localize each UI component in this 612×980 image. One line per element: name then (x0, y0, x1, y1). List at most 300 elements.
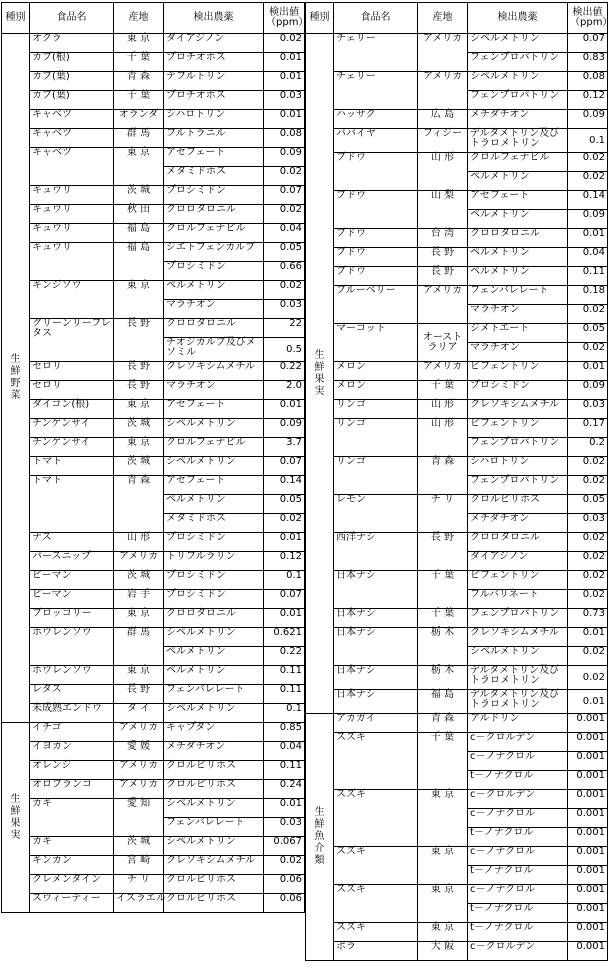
table-row (306, 923, 608, 942)
pesticide-cell: フェンプロパトリン (468, 53, 568, 72)
origin-cell: タ イ (114, 704, 164, 723)
value-cell: 0.5 (264, 338, 305, 362)
food-cell: ボラ (334, 942, 418, 961)
pesticide-cell: デルタメトリン及びトラロメトリン (468, 690, 568, 714)
pesticide-cell: c－ノナクロル (468, 809, 568, 828)
value-cell: 0.02 (568, 666, 608, 690)
pesticide-cell: フルトラニル (164, 129, 264, 148)
pesticide-cell: ダイアジノン (164, 34, 264, 53)
pesticide-cell: ビフェントリン (468, 419, 568, 438)
table-row (2, 571, 305, 590)
origin-cell: 東 京 (114, 400, 164, 419)
origin-cell: 茨 城 (114, 419, 164, 438)
origin-cell: 福 島 (114, 224, 164, 243)
header-origin: 産地 (114, 3, 164, 34)
header-value: 検出値 （ppm） (568, 3, 608, 34)
origin-cell: 福 島 (418, 690, 468, 714)
table-row (2, 438, 305, 457)
value-cell: 0.09 (568, 110, 608, 129)
table-row (2, 761, 305, 780)
food-cell: ブドウ (334, 229, 418, 248)
origin-cell: アメリカ (114, 780, 164, 799)
pesticide-cell: クロロタロニル (164, 205, 264, 224)
origin-cell: アメリカ (114, 723, 164, 742)
pesticide-cell: クロルピリホス (468, 495, 568, 514)
pesticide-cell: シペルメトリン (164, 419, 264, 438)
pesticide-cell: キャプタン (164, 723, 264, 742)
table-row (2, 685, 305, 704)
food-cell: スズキ (334, 847, 418, 885)
food-cell: チンゲンサイ (30, 438, 114, 457)
pesticide-cell: ペルメトリン (164, 666, 264, 685)
table-row (306, 400, 608, 419)
pesticide-cell: フェンプロパトリン (468, 91, 568, 110)
origin-cell: 山 形 (114, 533, 164, 552)
pesticide-cell: c－ノナクロル (468, 847, 568, 866)
origin-cell: 長 野 (418, 533, 468, 571)
food-cell: オクラ (30, 34, 114, 53)
table-row (2, 476, 305, 495)
pesticide-cell: プロシミドン (164, 186, 264, 205)
food-cell: チェリー (334, 72, 418, 110)
table-row (306, 609, 608, 628)
food-cell: メロン (334, 362, 418, 381)
value-cell: 0.85 (264, 723, 305, 742)
value-cell: 0.001 (568, 942, 608, 961)
value-cell: 0.02 (568, 533, 608, 552)
food-cell: カブ(葉) (30, 72, 114, 91)
table-row (2, 34, 305, 53)
origin-cell: 青 森 (418, 714, 468, 733)
table-row (2, 205, 305, 224)
value-cell: 0.04 (264, 224, 305, 243)
origin-cell: 千 葉 (418, 381, 468, 400)
food-cell: パースニップ (30, 552, 114, 571)
pesticide-cell: チオジカルブ及びメソミル (164, 338, 264, 362)
value-cell: 0.09 (264, 148, 305, 167)
value-cell: 0.02 (264, 281, 305, 300)
origin-cell: アメリカ (114, 552, 164, 571)
origin-cell: 茨 城 (114, 571, 164, 590)
origin-cell: 広 島 (418, 110, 468, 129)
pesticide-cell: シハロトリン (164, 110, 264, 129)
origin-cell: 大 阪 (418, 942, 468, 961)
origin-cell: 茨 城 (114, 837, 164, 856)
table-row (306, 381, 608, 400)
pesticide-cell: ペルメトリン (164, 495, 264, 514)
origin-cell: 東 京 (418, 790, 468, 847)
origin-cell: アメリカ (114, 761, 164, 780)
table-row (2, 856, 305, 875)
pesticide-cell: ペルメトリン (164, 281, 264, 300)
food-cell: セロリ (30, 362, 114, 381)
pesticide-cell: クロルフェナピル (164, 438, 264, 457)
pesticide-cell: プロシミドン (164, 262, 264, 281)
table-row (2, 243, 305, 262)
pesticide-cell: クロロタロニル (468, 229, 568, 248)
value-cell: 0.22 (264, 647, 305, 666)
pesticide-cell: シハロトリン (468, 457, 568, 476)
food-cell: スズキ (334, 733, 418, 790)
food-cell: ブルーベリー (334, 286, 418, 324)
table-row (2, 780, 305, 799)
category-label: 生鮮果実 (314, 349, 325, 397)
value-cell: 0.001 (568, 714, 608, 733)
food-cell: キャベツ (30, 110, 114, 129)
pesticide-cell: クロロタロニル (468, 533, 568, 552)
food-cell: リンゴ (334, 419, 418, 457)
pesticide-cell: クロルピリホス (164, 761, 264, 780)
food-cell: パパイヤ (334, 129, 418, 153)
table-row (306, 267, 608, 286)
table-row (2, 609, 305, 628)
origin-cell: オースト ラリア (418, 324, 468, 362)
origin-cell: 青 森 (114, 72, 164, 91)
value-cell: 0.01 (264, 72, 305, 91)
origin-cell: チ リ (114, 875, 164, 894)
food-cell: カキ (30, 837, 114, 856)
pesticide-cell: シペルメトリン (164, 704, 264, 723)
value-cell: 0.11 (568, 267, 608, 286)
pesticide-cell: アセフェート (468, 191, 568, 210)
table-row (306, 733, 608, 752)
food-cell: ホウレンソウ (30, 628, 114, 666)
origin-cell: 群 馬 (114, 628, 164, 666)
table-row (306, 714, 608, 733)
value-cell: 0.14 (568, 191, 608, 210)
origin-cell: 群 馬 (114, 129, 164, 148)
residue-table-right (305, 2, 612, 961)
value-cell: 0.03 (264, 91, 305, 110)
category-label: 生鮮野菜 (10, 354, 21, 401)
value-cell: 0.02 (568, 552, 608, 571)
value-cell: 0.067 (264, 837, 305, 856)
pesticide-cell: フェンプロパトリン (468, 609, 568, 628)
category-label: 生鮮魚介類 (314, 807, 325, 866)
pesticide-cell: フェンプロパトリン (468, 476, 568, 495)
value-cell: 0.24 (264, 780, 305, 799)
pesticide-cell: c－クロルデン (468, 733, 568, 752)
value-cell: 0.03 (568, 400, 608, 419)
value-cell: 0.02 (264, 856, 305, 875)
food-cell: ブドウ (334, 248, 418, 267)
pesticide-cell: マラチオン (164, 300, 264, 319)
food-cell: キュウリ (30, 224, 114, 243)
pesticide-cell: ペルメトリン (468, 267, 568, 286)
food-cell: 日本ナシ (334, 666, 418, 690)
food-cell: セロリ (30, 381, 114, 400)
origin-cell: 長 野 (114, 381, 164, 400)
value-cell: 0.66 (264, 262, 305, 281)
pesticide-cell: ビフェントリン (468, 571, 568, 590)
pesticide-cell: クレソキシムメチル (468, 400, 568, 419)
value-cell: 0.08 (264, 129, 305, 148)
pesticide-cell: アセフェート (164, 400, 264, 419)
food-cell: キンカン (30, 856, 114, 875)
food-cell: グリーンリーフレタス (30, 319, 114, 362)
pesticide-cell: アセフェート (164, 476, 264, 495)
header-category: 種別 (2, 3, 30, 34)
table-row (2, 381, 305, 400)
origin-cell: アメリカ (418, 72, 468, 110)
value-cell: 0.07 (264, 186, 305, 205)
pesticide-cell: アルドリン (468, 714, 568, 733)
origin-cell: 栃 木 (418, 628, 468, 666)
food-cell: イヨカン (30, 742, 114, 761)
pesticide-cell: t－ノナクロル (468, 828, 568, 847)
pesticide-cell: t－ノナクロル (468, 771, 568, 790)
origin-cell: オランダ (114, 110, 164, 129)
pesticide-cell: ペルメトリン (164, 647, 264, 666)
table-row (2, 400, 305, 419)
pesticide-cell: シペルメトリン (164, 837, 264, 856)
table-row (2, 457, 305, 476)
value-cell: 0.001 (568, 885, 608, 904)
category-cell (306, 34, 334, 714)
pesticide-cell: クロロタロニル (164, 609, 264, 628)
pesticide-cell: マラチオン (468, 305, 568, 324)
value-cell: 0.18 (568, 286, 608, 305)
table-body-left (2, 34, 305, 913)
value-cell: 0.001 (568, 771, 608, 790)
value-cell: 0.03 (264, 300, 305, 319)
value-cell: 0.01 (568, 362, 608, 381)
origin-cell: 長 野 (114, 362, 164, 381)
value-cell: 0.01 (264, 110, 305, 129)
value-cell: 0.07 (568, 34, 608, 53)
value-cell: 0.001 (568, 809, 608, 828)
value-cell: 0.02 (568, 476, 608, 495)
food-cell: トマト (30, 457, 114, 476)
value-cell: 0.07 (264, 457, 305, 476)
value-cell: 0.001 (568, 733, 608, 752)
origin-cell: 東 京 (114, 148, 164, 186)
food-cell: ハッサク (334, 110, 418, 129)
table-row (2, 224, 305, 243)
pesticide-cell: クロルピリホス (164, 875, 264, 894)
table-row (306, 362, 608, 381)
value-cell: 0.08 (568, 72, 608, 91)
food-cell: レタス (30, 685, 114, 704)
pesticide-cell: メチダチオン (164, 742, 264, 761)
pesticide-cell: c－クロルデン (468, 790, 568, 809)
food-cell: キャベツ (30, 129, 114, 148)
food-cell: キャベツ (30, 148, 114, 186)
value-cell: 0.03 (264, 818, 305, 837)
origin-cell: 秋 田 (114, 205, 164, 224)
food-cell: キュウリ (30, 243, 114, 281)
value-cell: 0.01 (568, 690, 608, 714)
food-cell: クレメンタイン (30, 875, 114, 894)
category-cell (306, 714, 334, 961)
header-food: 食品名 (30, 3, 114, 34)
pesticide-cell: ジメトエート (468, 324, 568, 343)
table-row (306, 286, 608, 305)
value-cell: 0.02 (264, 514, 305, 533)
pesticide-cell: フェンバレレート (164, 685, 264, 704)
table-row (2, 704, 305, 723)
pesticide-cell: シペルメトリン (468, 647, 568, 666)
value-cell: 0.01 (264, 799, 305, 818)
origin-cell: 千 葉 (418, 609, 468, 628)
origin-cell: 長 野 (418, 267, 468, 286)
food-cell: ブドウ (334, 267, 418, 286)
pesticide-cell: マラチオン (164, 381, 264, 400)
table-row (306, 942, 608, 961)
origin-cell: 青 森 (114, 476, 164, 533)
pesticide-cell: シペルメトリン (164, 628, 264, 647)
value-cell: 0.07 (264, 590, 305, 609)
pesticide-cell: プロシミドン (164, 590, 264, 609)
food-cell: ブドウ (334, 153, 418, 191)
pesticide-cell: フェンプロパトリン (468, 438, 568, 457)
value-cell: 0.02 (264, 205, 305, 224)
food-cell: キンジソウ (30, 281, 114, 319)
origin-cell: 長 野 (418, 248, 468, 267)
pesticide-cell: メタミドホス (164, 514, 264, 533)
value-cell: 0.73 (568, 609, 608, 628)
table-row (2, 319, 305, 338)
value-cell: 0.11 (264, 666, 305, 685)
food-cell: 日本ナシ (334, 690, 418, 714)
food-cell: レモン (334, 495, 418, 533)
table-row (2, 894, 305, 913)
food-cell: チンゲンサイ (30, 419, 114, 438)
value-cell: 0.14 (264, 476, 305, 495)
pesticide-cell: クロロタロニル (164, 319, 264, 338)
header-row (306, 3, 608, 34)
table-row (306, 628, 608, 647)
pesticide-cell: c－ノナクロル (468, 885, 568, 904)
category-label: 生鮮果実 (10, 793, 21, 841)
table-row (2, 91, 305, 110)
table-row (306, 690, 608, 714)
food-cell: スウィーティー (30, 894, 114, 913)
pesticide-cell: マラチオン (468, 343, 568, 362)
value-cell: 0.09 (568, 381, 608, 400)
table-row (2, 281, 305, 300)
origin-cell: 山 形 (418, 153, 468, 191)
residue-table-left (1, 2, 309, 913)
pesticide-cell: クロルピリホス (164, 894, 264, 913)
pesticide-cell: デルタメトリン及びトラロメトリン (468, 666, 568, 690)
value-cell: 0.05 (568, 495, 608, 514)
origin-cell: 山 梨 (418, 191, 468, 229)
value-cell: 0.11 (264, 685, 305, 704)
origin-cell: 茨 城 (114, 186, 164, 205)
pesticide-cell: メチダチオン (468, 514, 568, 533)
header-food: 食品名 (334, 3, 418, 34)
value-cell: 0.06 (264, 894, 305, 913)
pesticide-cell: c－クロルデン (468, 942, 568, 961)
pesticide-cell: フェンバレレート (468, 286, 568, 305)
pesticide-cell: t－ノナクロル (468, 923, 568, 942)
pesticide-cell: ペルメトリン (468, 248, 568, 267)
food-cell: ホウレンソウ (30, 666, 114, 685)
value-cell: 0.02 (568, 172, 608, 191)
value-cell: 0.001 (568, 923, 608, 942)
table-row (2, 129, 305, 148)
value-cell: 0.621 (264, 628, 305, 647)
table-row (306, 229, 608, 248)
food-cell: ブロッコリー (30, 609, 114, 628)
table-row (2, 362, 305, 381)
table-row (2, 419, 305, 438)
value-cell: 0.01 (264, 53, 305, 72)
value-cell: 2.0 (264, 381, 305, 400)
value-cell: 0.09 (264, 419, 305, 438)
origin-cell: 東 京 (418, 847, 468, 885)
food-cell: キュウリ (30, 186, 114, 205)
origin-cell: 東 京 (114, 438, 164, 457)
origin-cell: 岩 手 (114, 590, 164, 609)
table-row (306, 885, 608, 904)
value-cell: 0.17 (568, 419, 608, 438)
food-cell: リンゴ (334, 457, 418, 495)
table-row (2, 533, 305, 552)
table-row (306, 666, 608, 690)
food-cell: ブドウ (334, 191, 418, 229)
value-cell: 0.02 (568, 457, 608, 476)
value-cell: 0.02 (264, 167, 305, 186)
food-cell: トマト (30, 476, 114, 533)
table-row (306, 34, 608, 53)
value-cell: 0.001 (568, 790, 608, 809)
value-cell: 0.001 (568, 866, 608, 885)
value-cell: 0.01 (568, 229, 608, 248)
food-cell: メロン (334, 381, 418, 400)
food-cell: スズキ (334, 923, 418, 942)
header-category: 種別 (306, 3, 334, 34)
food-cell: アカガイ (334, 714, 418, 733)
header-value: 検出値 （ppm） (264, 3, 305, 34)
header-pesticide: 検出農薬 (164, 3, 264, 34)
value-cell: 0.05 (568, 324, 608, 343)
value-cell: 0.02 (264, 34, 305, 53)
pesticide-cell: ジエトフェンカルブ (164, 243, 264, 262)
origin-cell: アメリカ (418, 362, 468, 381)
pesticide-cell: シペルメトリン (164, 457, 264, 476)
category-cell (2, 723, 30, 913)
table-row (2, 53, 305, 72)
food-cell: スズキ (334, 790, 418, 847)
origin-cell: 東 京 (114, 34, 164, 53)
table-row (306, 153, 608, 172)
value-cell: 0.2 (568, 438, 608, 457)
pesticide-cell: テフルトリン (164, 72, 264, 91)
table-row (2, 723, 305, 742)
table-body-right (306, 34, 608, 961)
origin-cell: 長 野 (114, 319, 164, 362)
pesticide-cell: シペルメトリン (164, 799, 264, 818)
pesticide-cell: プロシミドン (468, 381, 568, 400)
origin-cell: 千 葉 (418, 733, 468, 790)
table-row (306, 248, 608, 267)
table-row (2, 628, 305, 647)
table-row (2, 590, 305, 609)
value-cell: 22 (264, 319, 305, 338)
table-row (306, 129, 608, 153)
value-cell: 0.04 (264, 742, 305, 761)
origin-cell: 東 京 (418, 923, 468, 942)
origin-cell: 宮 崎 (114, 856, 164, 875)
pesticide-cell: プロシミドン (164, 533, 264, 552)
pesticide-cell: トリフルラリン (164, 552, 264, 571)
pesticide-cell: c－ノナクロル (468, 752, 568, 771)
value-cell: 0.04 (568, 248, 608, 267)
table-row (306, 571, 608, 590)
food-cell: イチゴ (30, 723, 114, 742)
